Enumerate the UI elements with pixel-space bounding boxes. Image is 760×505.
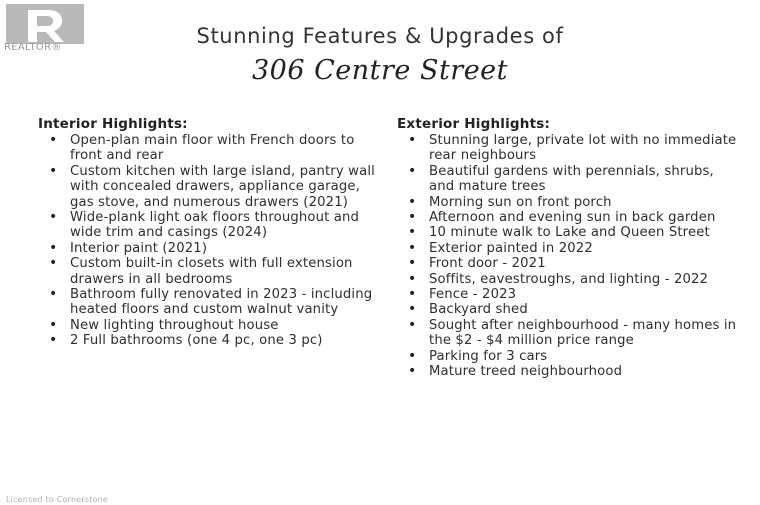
list-item: • Sought after neighbourhood - many homes in the $2 - $4 million price range (397, 318, 737, 349)
list-item: • Front door - 2021 (397, 256, 737, 271)
interior-highlights-section (38, 116, 378, 349)
list-item: • Open-plan main floor with French doors to front and rear (38, 133, 378, 164)
list-item: • Bathroom fully renovated in 2023 - including heated floors and custom walnut vanity (38, 287, 378, 318)
realtor-logo-text: REALTOR® (4, 42, 62, 53)
list-item: • 2 Full bathrooms (one 4 pc, one 3 pc) (38, 333, 378, 348)
list-item: • Interior paint (2021) (38, 241, 378, 256)
list-item: • Beautiful gardens with perennials, shrubs, and mature trees (397, 164, 737, 195)
list-item: • Custom built-in closets with full extension drawers in all bedrooms (38, 256, 378, 287)
list-item: • Fence - 2023 (397, 287, 737, 302)
exterior-list (397, 133, 737, 380)
list-item: • New lighting throughout house (38, 318, 378, 333)
list-item: • Backyard shed (397, 302, 737, 317)
list-item: • Custom kitchen with large island, pantry wall with concealed drawers, appliance garage, gas stove, and numerous drawers (2021) (38, 164, 378, 210)
list-item: • 10 minute walk to Lake and Queen Street (397, 225, 737, 240)
property-address: 306 Centre Street (251, 55, 509, 86)
list-item: • Exterior painted in 2022 (397, 241, 737, 256)
interior-list (38, 133, 378, 349)
page-title: Stunning Features & Upgrades of (196, 24, 564, 48)
list-item: • Mature treed neighbourhood (397, 364, 737, 379)
interior-heading: Interior Highlights: (38, 116, 188, 132)
list-item: • Morning sun on front porch (397, 195, 737, 210)
list-item: • Parking for 3 cars (397, 349, 737, 364)
list-item: • Wide-plank light oak floors throughout and wide trim and casings (2024) (38, 210, 378, 241)
exterior-heading: Exterior Highlights: (397, 116, 551, 132)
list-item: • Stunning large, private lot with no immediate rear neighbours (397, 133, 737, 164)
license-footer: Licensed to Cornerstone (6, 495, 109, 504)
exterior-highlights-section (397, 116, 737, 380)
list-item: • Soffits, eavestroughs, and lighting - 2022 (397, 272, 737, 287)
list-item: • Afternoon and evening sun in back garden (397, 210, 737, 225)
